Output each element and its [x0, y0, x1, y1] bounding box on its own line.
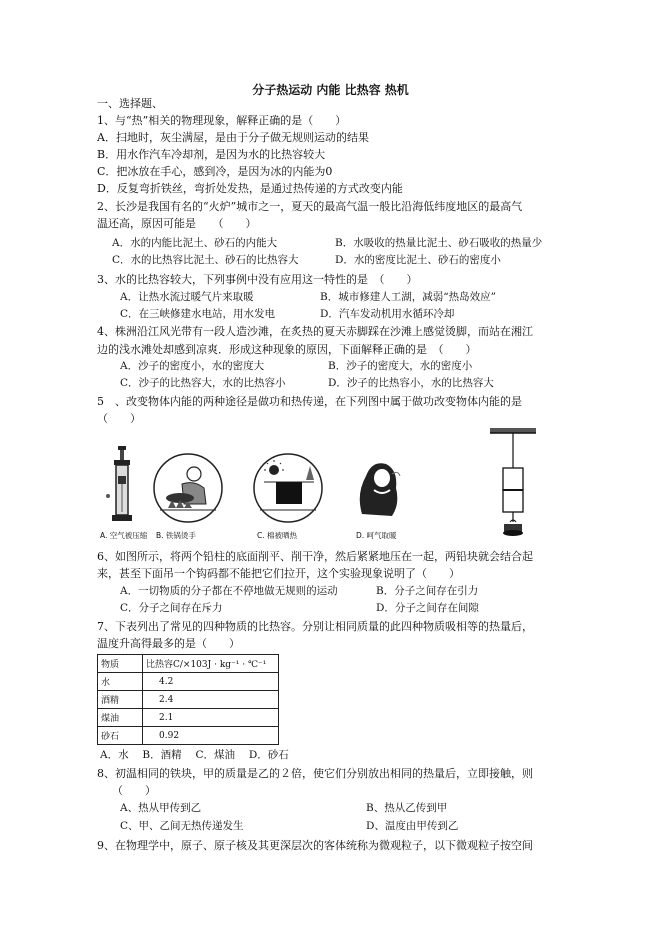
page-title: 分子热运动 内能 比热容 热机: [252, 83, 409, 97]
table-cell-substance: 酒精: [98, 691, 143, 709]
q3-option-a: A．让热水流过暖气片来取暖: [120, 291, 254, 303]
q8-option-c: C、甲、乙间无热传递发生: [120, 820, 244, 832]
q4-option-c: C．沙子的比热容大，水的比热容小: [120, 377, 286, 389]
q4-stem-line2: 边的浅水滩处却感到凉爽．形成这种现象的原因，下面解释正确的是 （ ）: [97, 343, 477, 356]
q5-stem-line1: 5 、改变物体内能的两种途径是做功和热传递，在下列图中属于做功改变物体内能的是: [97, 395, 522, 408]
q3-option-d: D．汽车发动机用水循环冷却: [320, 308, 455, 320]
figure-iron-pot: [152, 452, 224, 524]
q6-option-a: A．一切物质的分子都在不停地做无规则的运动: [120, 585, 338, 597]
table-cell-value: 2.1: [143, 709, 279, 727]
table-header-cell: 物质: [98, 655, 143, 673]
figure-breath-warming: [352, 454, 404, 524]
q2-stem-line1: 2、长沙是我国有名的“火炉”城市之一，夏天的最高气温一般比沿海低纬度地区的最高气: [97, 200, 523, 213]
q3-option-c: C．在三峡修建水电站，用水发电: [120, 308, 276, 320]
q7-stem-line1: 7、下表列出了常见的四种物质的比热容。分别让相同质量的此四种物质吸相等的热量后，: [97, 620, 533, 633]
q2-option-c: C．水的比热容比泥土、砂石的比热容大: [112, 254, 299, 266]
q1-stem: 1、与“热”相关的物理现象，解释正确的是（ ）: [97, 114, 347, 127]
q7-options: A．水 B．酒精 C．煤油 D．砂石: [100, 749, 289, 761]
q3-option-b: B．城市修建人工湖，减弱“热岛效应”: [320, 291, 496, 303]
table-cell-substance: 煤油: [98, 709, 143, 727]
caption-a: A. 空气被压缩: [100, 531, 148, 540]
section-heading: 一、选择题、: [97, 97, 163, 110]
caption-d: D. 呵气取暖: [356, 531, 397, 540]
caption-b: B. 铁锅烫手: [156, 531, 196, 540]
q6-option-d: D．分子之间存在间隙: [376, 602, 479, 614]
table-cell-substance: 砂石: [98, 727, 143, 745]
table-row: [98, 727, 279, 745]
q2-option-a: A．水的内能比泥土、砂石的内能大: [112, 237, 278, 249]
q1-option-a: A．扫地时，灰尘满屋，是由于分子做无规则运动的结果: [97, 131, 369, 144]
q6-stem-line2: 来，甚至下面吊一个钩码都不能把它们拉开，这个实验现象说明了（ ）: [97, 567, 460, 580]
figure-lead-cylinders: [488, 428, 538, 543]
q4-option-a: A．沙子的密度小，水的密度大: [120, 360, 265, 372]
q8-stem-line2: （ ）: [112, 784, 156, 797]
q8-option-d: D、温度由甲传到乙: [366, 820, 459, 832]
q1-option-c: C．把冰放在手心，感到冷，是因为冰的内能为0: [97, 165, 333, 178]
q4-stem-line1: 4、株洲沿江风光带有一段人造沙滩，在炙热的夏天赤脚踩在沙滩上感觉烫脚，而站在湘江: [97, 325, 533, 338]
q6-option-c: C．分子之间存在斥力: [120, 602, 223, 614]
table-cell-value: 4.2: [143, 673, 279, 691]
caption-c: C. 棉被晒热: [257, 531, 298, 540]
q4-option-d: D．沙子的比热容小，水的比热容大: [328, 377, 494, 389]
table-row: [98, 673, 279, 691]
q2-option-d: D．水的密度比泥土、砂石的密度小: [335, 254, 501, 266]
q1-option-b: B．用水作汽车冷却剂，是因为水的比热容较大: [97, 148, 326, 161]
q8-option-a: A、热从甲传到乙: [120, 802, 202, 814]
q3-stem: 3、水的比热容较大，下列事例中没有应用这一特性的是 （ ）: [97, 273, 418, 286]
q2-stem-line2: 温还高，原因可能是 （ ）: [97, 217, 257, 230]
q6-stem-line1: 6、如图所示，将两个铅柱的底面削平、削干净，然后紧紧地压在一起，两铅块就会结合起: [97, 550, 533, 563]
table-header-row: [98, 655, 279, 673]
table-cell-substance: 水: [98, 673, 143, 691]
table-row: [98, 691, 279, 709]
figure-air-compression: [102, 446, 142, 528]
q6-option-b: B．分子之间存在引力: [376, 585, 479, 597]
q7-stem-line2: 温度升高得最多的是（ ）: [97, 637, 240, 650]
q4-option-b: B．沙子的密度大，水的密度小: [328, 360, 473, 372]
table-header-cell: 比热容C/×103J · kg⁻¹ · ℃⁻¹: [143, 655, 279, 673]
q8-option-b: B、热从乙传到甲: [366, 802, 448, 814]
figure-quilt-sun: [252, 452, 324, 524]
table-cell-value: 0.92: [143, 727, 279, 745]
q2-option-b: B．水吸收的热量比泥土、砂石吸收的热量少: [335, 237, 543, 249]
table-cell-value: 2.4: [143, 691, 279, 709]
q5-stem-line2: （ ）: [97, 412, 141, 425]
specific-heat-table: [97, 654, 279, 745]
q1-option-d: D．反复弯折铁丝，弯折处发热，是通过热传递的方式改变内能: [97, 182, 403, 195]
q8-stem-line1: 8、初温相同的铁块，甲的质量是乙的２倍，使它们分别放出相同的热量后，立即接触，则: [97, 767, 533, 780]
table-row: [98, 709, 279, 727]
q9-stem-line1: 9、在物理学中，原子、原子核及其更深层次的客体统称为微观粒子，以下微观粒子按空间: [97, 839, 533, 852]
